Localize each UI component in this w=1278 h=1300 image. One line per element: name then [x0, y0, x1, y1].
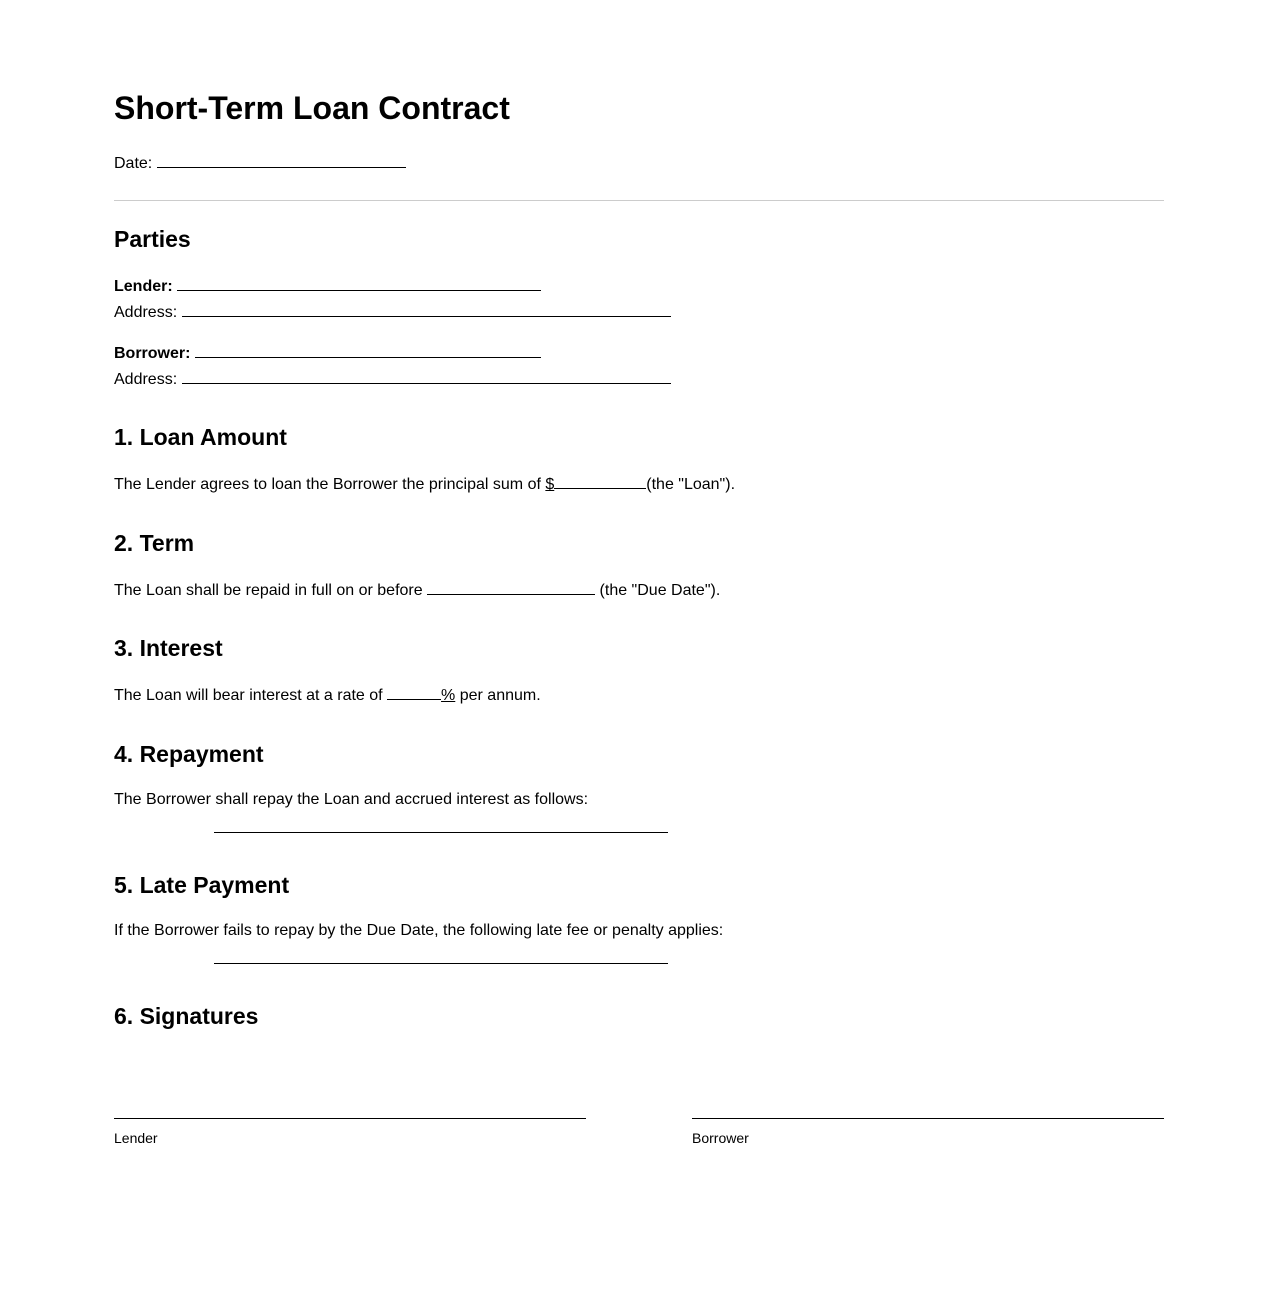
lender-address-row	[114, 302, 671, 322]
repayment-text: The Borrower shall repay the Loan and accrued interest as follows:	[114, 791, 589, 808]
date-label: Date:	[114, 155, 153, 172]
borrower-address-label: Address:	[114, 371, 178, 388]
parties-heading: Parties	[114, 226, 191, 252]
divider	[114, 200, 1164, 201]
borrower-row	[114, 343, 541, 363]
interest-text: The Loan will bear interest at a rate of % per annum.	[114, 687, 541, 704]
late-payment-text: If the Borrower fails to repay by the Due Date, the following late fee or penalty applies:	[114, 922, 724, 939]
lender-row	[114, 276, 541, 296]
date-row	[114, 153, 406, 173]
section-heading-repayment: 4. Repayment	[114, 741, 264, 767]
section-heading-loan-amount: 1. Loan Amount	[114, 424, 287, 450]
lender-signature-label: Lender	[114, 1130, 158, 1146]
lender-address-field[interactable]	[182, 302, 671, 317]
loan-amount-field[interactable]	[554, 474, 646, 489]
borrower-signature-line[interactable]	[692, 1118, 1164, 1119]
borrower-label: Borrower:	[114, 345, 191, 362]
term-text: The Loan shall be repaid in full on or before (the "Due Date").	[114, 582, 721, 599]
lender-name-field[interactable]	[177, 276, 541, 291]
borrower-address-field[interactable]	[182, 369, 671, 384]
borrower-address-row	[114, 369, 671, 389]
loan-amount-text: The Lender agrees to loan the Borrower the principal sum of $ (the "Loan").	[114, 476, 736, 493]
percent-symbol: %	[441, 687, 456, 704]
lender-signature-line[interactable]	[114, 1118, 586, 1119]
late-fee-field[interactable]	[214, 963, 668, 964]
interest-rate-field[interactable]	[387, 685, 441, 700]
repayment-terms-field[interactable]	[214, 832, 668, 833]
section-heading-signatures: 6. Signatures	[114, 1003, 259, 1029]
document-title: Short-Term Loan Contract	[114, 90, 510, 126]
lender-label: Lender:	[114, 278, 173, 295]
due-date-field[interactable]	[427, 580, 595, 595]
section-heading-term: 2. Term	[114, 530, 195, 556]
section-heading-late-payment: 5. Late Payment	[114, 872, 290, 898]
borrower-name-field[interactable]	[195, 343, 541, 358]
lender-address-label: Address:	[114, 304, 178, 321]
borrower-signature-label: Borrower	[692, 1130, 749, 1146]
date-field[interactable]	[157, 153, 406, 168]
section-heading-interest: 3. Interest	[114, 635, 223, 661]
currency-symbol: $	[545, 476, 555, 493]
